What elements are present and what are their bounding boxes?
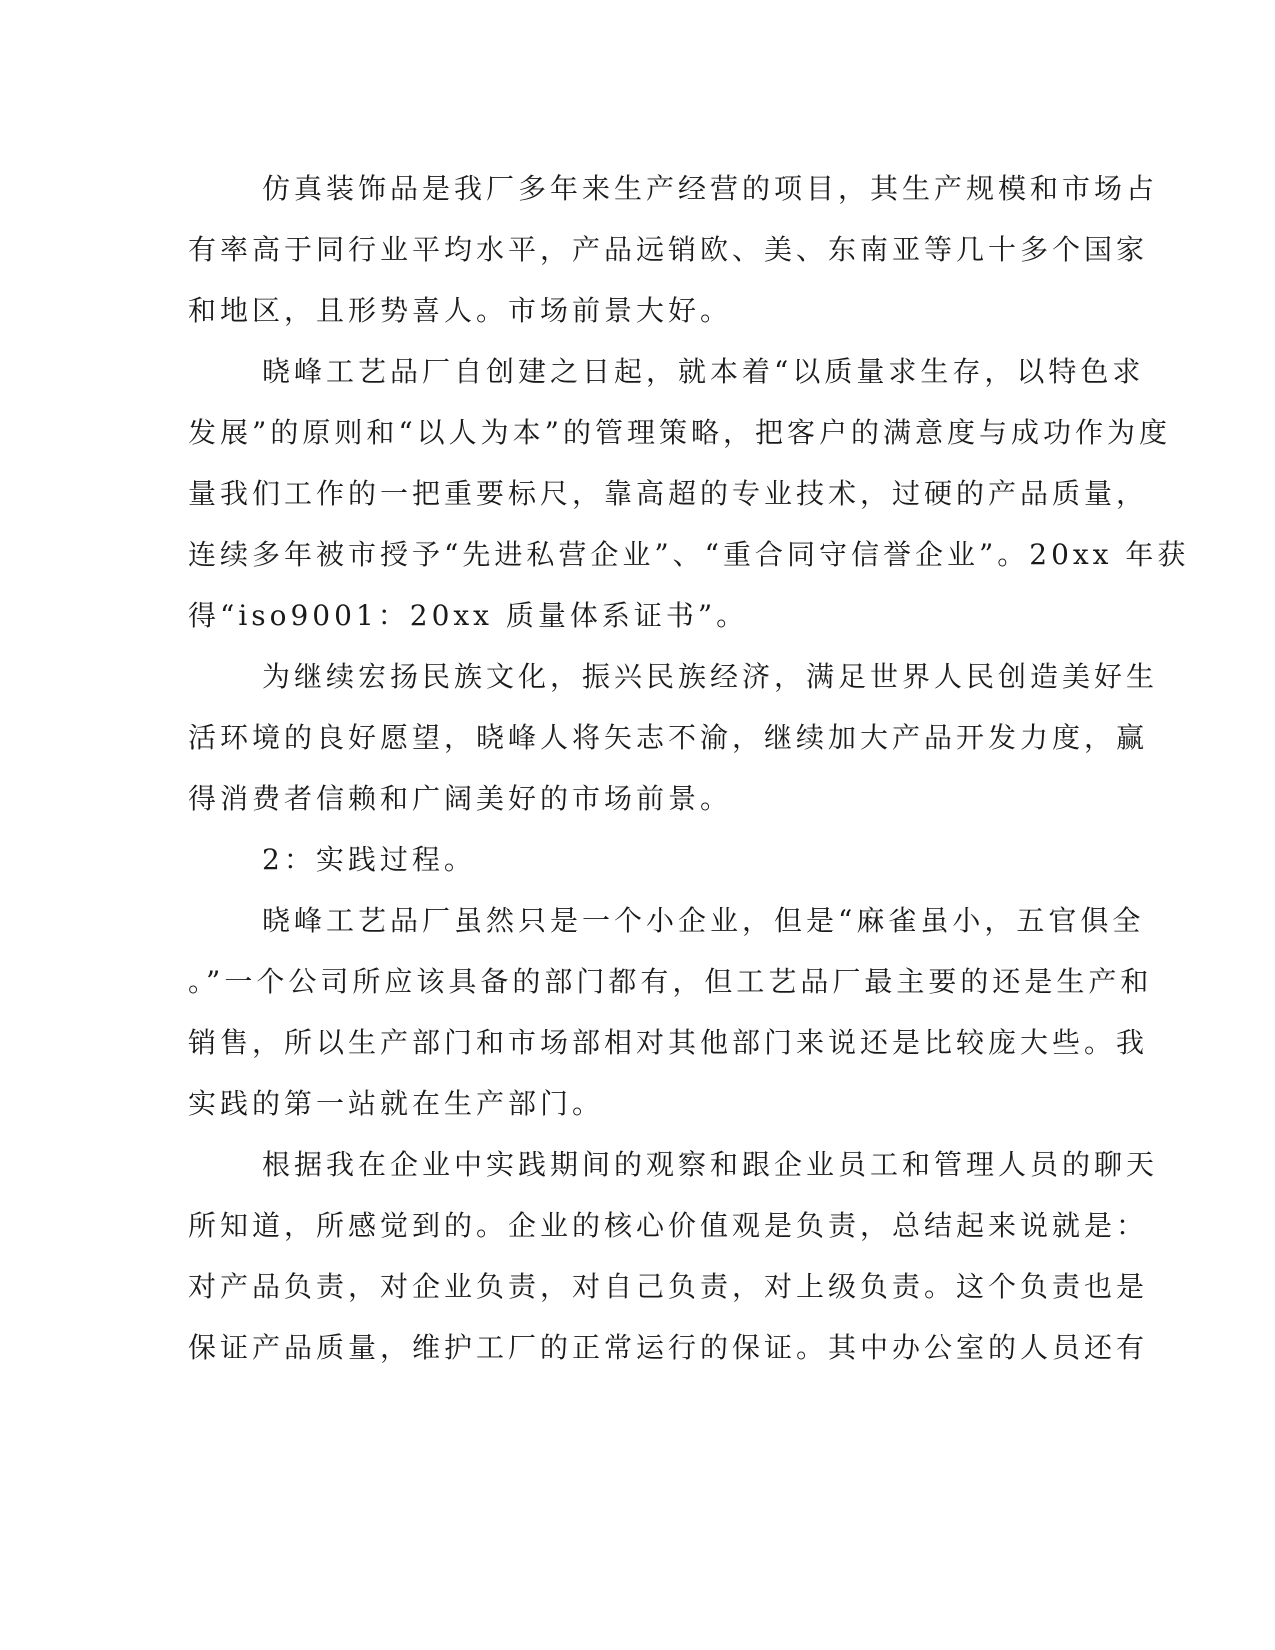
section-heading: 2：实践过程。 xyxy=(262,843,476,876)
paragraph-line: 得消费者信赖和广阔美好的市场前景。 xyxy=(188,782,733,815)
paragraph-line: 实践的第一站就在生产部门。 xyxy=(188,1087,605,1120)
paragraph-line: 有率高于同行业平均水平，产品远销欧、美、东南亚等几十多个国家 xyxy=(188,233,1149,266)
paragraph-line: 对产品负责，对企业负责，对自己负责，对上级负责。这个负责也是 xyxy=(188,1270,1149,1303)
paragraph-line: 根据我在企业中实践期间的观察和跟企业员工和管理人员的聊天 xyxy=(262,1148,1159,1181)
paragraph-line: 晓峰工艺品厂自创建之日起，就本着“以质量求生存，以特色求 xyxy=(262,355,1145,388)
document-body xyxy=(188,158,1190,1378)
paragraph-line: 活环境的良好愿望，晓峰人将矢志不渝，继续加大产品开发力度，赢 xyxy=(188,721,1149,754)
paragraph-line: 保证产品质量，维护工厂的正常运行的保证。其中办公室的人员还有 xyxy=(188,1331,1149,1364)
paragraph-line: 得“iso9001：20xx 质量体系证书”。 xyxy=(188,599,749,632)
paragraph-line: 销售，所以生产部门和市场部相对其他部门来说还是比较庞大些。我 xyxy=(188,1026,1149,1059)
paragraph-line: 。”一个公司所应该具备的部门都有，但工艺品厂最主要的还是生产和 xyxy=(188,965,1153,998)
paragraph-line: 量我们工作的一把重要标尺，靠高超的专业技术，过硬的产品质量， xyxy=(188,477,1149,510)
paragraph-line: 连续多年被市授予“先进私营企业”、“重合同守信誉企业”。20xx 年获 xyxy=(188,538,1190,571)
paragraph-line: 发展”的原则和“以人为本”的管理策略，把客户的满意度与成功作为度 xyxy=(188,416,1171,449)
paragraph-line: 所知道，所感觉到的。企业的核心价值观是负责，总结起来说就是： xyxy=(188,1209,1149,1242)
paragraph-line: 为继续宏扬民族文化，振兴民族经济，满足世界人民创造美好生 xyxy=(262,660,1159,693)
paragraph-line: 和地区，且形势喜人。市场前景大好。 xyxy=(188,294,733,327)
paragraph-line: 仿真装饰品是我厂多年来生产经营的项目，其生产规模和市场占 xyxy=(262,172,1159,205)
paragraph-line: 晓峰工艺品厂虽然只是一个小企业，但是“麻雀虽小，五官俱全 xyxy=(262,904,1145,937)
